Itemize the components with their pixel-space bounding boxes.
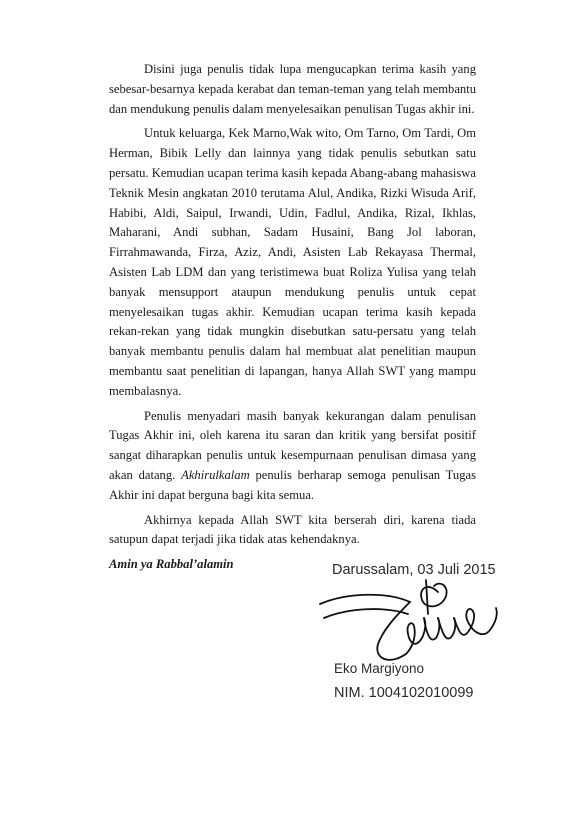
signer-nim: NIM. 1004102010099 <box>334 685 474 701</box>
signature-block <box>332 562 512 712</box>
paragraph-thanks-friends: Disini juga penulis tidak lupa mengucapkan terima kasih yang sebesar-besarnya kepada kerabat dan teman-teman yang telah membantu dan mendukung penulis dalam menyelesaikan penulisan Tugas akhir ini. <box>109 62 476 116</box>
place-date: Darussalam, 03 Juli 2015 <box>332 562 496 578</box>
paragraph-shortcomings-rest: penulis berharap semoga penulisan Tugas Akhir ini dapat berguna bagi kita semua. <box>109 467 476 502</box>
paragraph-shortcomings <box>109 407 476 506</box>
paragraph-thanks-family: Untuk keluarga, Kek Marno,Wak wito, Om Tarno, Om Tardi, Om Herman, Bibik Lelly dan lainnya yang tidak penulis sebutkan satu persatu. Kemudian ucapan terima kasih kepada Abang-abang mahasiswa Teknik Mesin angkatan 2010 terutama Alul, Andika, Rizki Wisuda Arif, Habibi, Aldi, Saipul, Irwandi, Udin, Fadlul, Andika, Rizal, Ikhlas, Maharani, Andi subhan, Sadam Husaini, Bang Jol laboran, Firrahmawanda, Firza, Aziz, Andi, Asisten Lab Rekayasa Thermal, Asisten Lab LDM dan yang teristimewa buat Roliza Yulisa yang telah banyak mensupport ataupun mendukung penulis untuk cepat menyelesaikan tugas akhir. Kemudian ucapan terima kasih kepada rekan-rekan yang tidak mungkin disebutkan satu-persatu yang telah banyak membantu penulis dalam hal membuat alat penelitian maupun membantu saat penelitian di lapangan, hanya Allah SWT yang mampu membalasnya. <box>109 126 476 398</box>
body-text <box>109 60 476 575</box>
paragraph-closing-prayer: Akhirnya kepada Allah SWT kita berserah diri, karena tiada satupun dapat terjadi jika tidak atas kehendaknya. <box>109 512 476 547</box>
italic-word: Akhirulkalam <box>181 467 250 482</box>
handwritten-signature <box>318 574 508 670</box>
paragraph-shortcomings-text: Penulis menyadari masih banyak kekurangan dalam penulisan Tugas Akhir ini, oleh karena itu saran dan kritik yang bersifat positif sangat diharapkan penulis untuk kesempurnaan penulisan dimasa yang akan datang. <box>109 408 476 482</box>
signer-name: Eko Margiyono <box>334 661 425 676</box>
closing-line: Amin ya Rabbal’alamin <box>109 557 234 572</box>
